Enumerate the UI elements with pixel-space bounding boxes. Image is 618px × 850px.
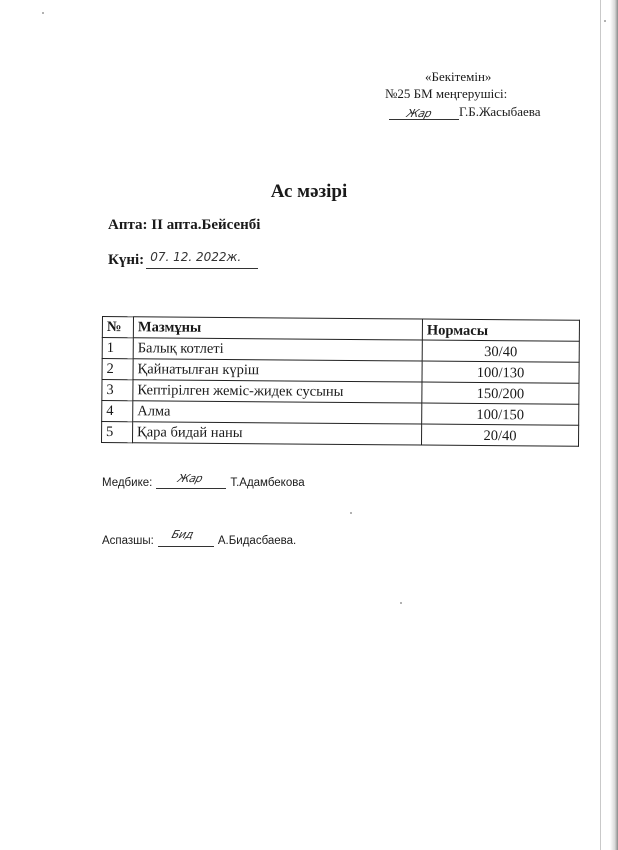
nurse-signature-line [156,474,226,489]
date-row [108,250,258,269]
approval-position: №25 БМ меңгерушісі: [385,86,508,101]
row-num: 4 [102,401,133,422]
row-content: Қара бидай наны [133,422,422,445]
row-norm: 30/40 [422,340,579,362]
row-norm: 20/40 [421,424,578,446]
row-content: Қайнатылған күріш [133,359,422,382]
page-title: Ас мәзірі [270,181,348,202]
row-num: 2 [102,359,133,380]
date-label: Күні: [108,252,145,268]
nurse-label: Медбике: [102,477,153,489]
approval-name: Г.Б.Жасыбаева [459,104,541,119]
date-line [146,250,258,269]
cook-label: Аспазшы: [102,535,154,547]
menu-table [101,316,580,447]
row-num: 1 [102,338,133,359]
scan-artifact-line [600,0,601,850]
approval-signature-row [385,103,541,120]
header-content: Мазмұны [133,317,422,340]
scan-speck [604,20,606,22]
scan-speck [350,512,352,514]
table-row [102,422,579,447]
row-content: Балық котлеті [133,338,422,361]
row-norm: 100/150 [422,403,579,425]
cook-signature-line [158,528,214,547]
approval-block [385,68,541,120]
row-norm: 100/130 [422,361,579,383]
header-num: № [102,317,133,338]
row-num: 5 [102,422,133,443]
scan-speck [42,12,44,14]
scan-edge-shadow [610,0,618,850]
date-value: 07. 12. 2022ж. [150,250,242,264]
approval-heading: «Бекітемін» [425,69,492,84]
cook-signature: Бид [170,528,195,541]
week-label: Апта: II апта.Бейсенбі [108,217,261,233]
nurse-signature-row [102,474,305,489]
nurse-signature: Жар [176,472,205,485]
cook-signature-row [102,528,297,547]
header-norm: Нормасы [422,319,579,341]
row-content: Алма [133,401,422,424]
row-content: Кептірілген жеміс-жидек сусыны [133,380,422,403]
row-num: 3 [102,380,133,401]
approval-signature-line [389,105,459,120]
scan-speck [400,602,402,604]
nurse-name: Т.Адамбекова [230,477,305,489]
row-norm: 150/200 [422,382,579,404]
cook-name: А.Бидасбаева. [217,535,297,547]
approval-signature: Жар [405,107,433,120]
